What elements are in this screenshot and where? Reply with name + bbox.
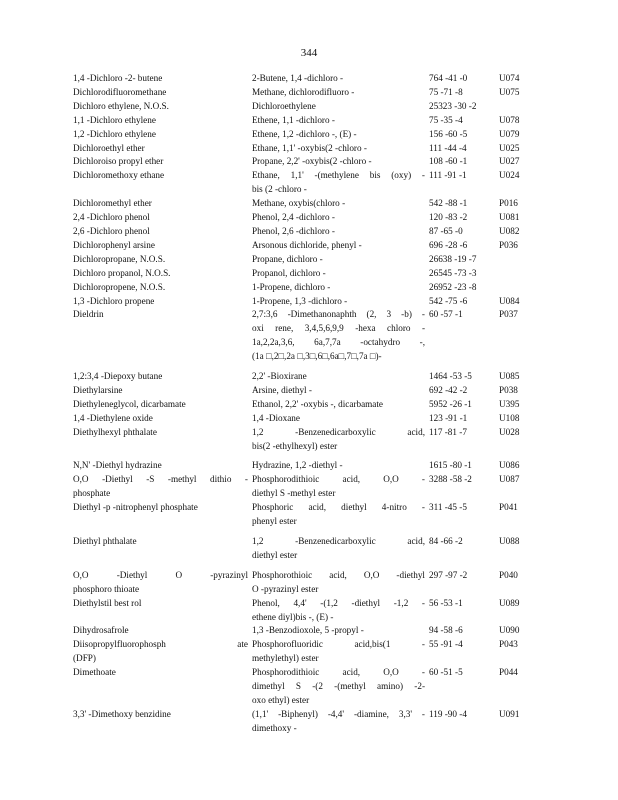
- table-row: [73, 459, 553, 473]
- chemical-synonym: [252, 239, 429, 253]
- chemical-name: [73, 114, 252, 128]
- chemical-name-line: Dieldrin: [73, 309, 104, 320]
- chemical-synonym: [252, 370, 429, 384]
- table-row: [73, 308, 553, 364]
- chemical-name: [73, 569, 252, 597]
- chemical-name-line: Dichloroiso propyl ether: [73, 156, 164, 167]
- chemical-synonym: [252, 100, 429, 114]
- chemical-synonym-line: oxi rene, 3,4,5,6,9,9 -hexa chloro -: [252, 323, 425, 334]
- waste-code: U087: [499, 474, 520, 485]
- chemical-synonym-line: 2,2' -Bioxirane: [252, 371, 307, 382]
- chemical-synonym: [252, 128, 429, 142]
- chemical-name-line: Dichloro ethylene, N.O.S.: [73, 100, 169, 111]
- cas-number: 120 -83 -2: [429, 212, 468, 223]
- chemical-synonym: [252, 426, 429, 454]
- waste-code: P041: [499, 502, 518, 513]
- waste-code: [499, 267, 539, 281]
- chemical-name: [73, 624, 252, 638]
- chemical-name: [73, 501, 252, 529]
- chemical-name-line: 3,3' -Dimethoxy benzidine: [73, 708, 171, 719]
- chemical-synonym: [252, 666, 429, 708]
- waste-code: U079: [499, 128, 520, 139]
- chemical-name-line: Diethylarsine: [73, 384, 123, 395]
- chemical-synonym-line: Phosphorothioic acid, O,O -diethyl: [252, 569, 425, 580]
- table-row: [73, 239, 553, 253]
- waste-code: U081: [499, 212, 520, 223]
- chemical-name: [73, 597, 252, 625]
- chemical-synonym-line: dimethyl S -(2 -(methyl amino) -2-: [252, 681, 425, 692]
- table-row: [73, 155, 553, 169]
- table-row: [73, 569, 553, 597]
- chemical-synonym-line: 1,4 -Dioxane: [252, 412, 300, 423]
- chemical-name: [73, 253, 252, 267]
- chemical-name-line: 2,4 -Dichloro phenol: [73, 212, 150, 223]
- chemical-name-line: 1,3 -Dichloro propene: [73, 295, 155, 306]
- chemical-synonym: [252, 308, 429, 364]
- cas-number: 311 -45 -5: [429, 502, 467, 513]
- waste-code: U074: [499, 73, 520, 83]
- chemical-synonym-line: bis (2 -chloro -: [252, 184, 307, 195]
- chemical-synonym-line: Phenol, 2,4 -dichloro -: [252, 212, 335, 223]
- waste-code: [499, 100, 539, 114]
- chemical-synonym-line: Phenol, 2,6 -dichloro -: [252, 225, 335, 236]
- chemical-synonym: [252, 624, 429, 638]
- chemical-synonym: [252, 473, 429, 501]
- chemical-name-line: Diethyl -p -nitrophenyl phosphate: [73, 502, 198, 513]
- chemical-name: [73, 708, 252, 736]
- chemical-name-line: Dichloropropene, N.O.S.: [73, 281, 166, 292]
- waste-code: U086: [499, 460, 520, 471]
- table-row: [73, 253, 553, 267]
- chemical-synonym: [252, 281, 429, 295]
- cas-number: 26545 -73 -3: [429, 267, 477, 278]
- waste-code: U028: [499, 426, 520, 437]
- cas-number: 111 -44 -4: [429, 142, 467, 153]
- chemical-synonym: [252, 86, 429, 100]
- chemical-name-line: 2,6 -Dichloro phenol: [73, 225, 150, 236]
- table-row: [73, 295, 553, 309]
- table-row: [73, 398, 553, 412]
- cas-number: 119 -90 -4: [429, 708, 467, 719]
- cas-number: 5952 -26 -1: [429, 398, 472, 409]
- page-number: 344: [300, 47, 318, 59]
- chemical-name-line: Dichloroethyl ether: [73, 142, 145, 153]
- chemical-synonym: [252, 72, 429, 86]
- waste-code: P036: [499, 239, 518, 250]
- chemical-name: [73, 473, 252, 501]
- chemical-synonym-line: (1,1' -Biphenyl) -4,4' -diamine, 3,3' -: [252, 708, 425, 719]
- cas-number: 26952 -23 -8: [429, 281, 477, 292]
- chemical-synonym-line: Phosphorofluoridic acid,bis(1 -: [252, 639, 425, 650]
- table-row: [73, 412, 553, 426]
- table-row: [73, 114, 553, 128]
- chemical-name: [73, 211, 252, 225]
- cas-number: 84 -66 -2: [429, 536, 463, 546]
- cas-number: 542 -75 -6: [429, 295, 468, 306]
- chemical-name-line: 1,4 -Diethylene oxide: [73, 412, 153, 423]
- chemical-synonym-line: Ethene, 1,1 -dichloro -: [252, 114, 335, 125]
- chemical-name-line: phosphate: [73, 488, 111, 499]
- cas-number: 111 -91 -1: [429, 170, 467, 181]
- chemical-synonym-line: Propane, 2,2' -oxybis(2 -chloro -: [252, 156, 372, 167]
- chemical-name-line: N,N' -Diethyl hydrazine: [73, 460, 162, 471]
- waste-code: U075: [499, 86, 520, 97]
- waste-code: U078: [499, 114, 520, 125]
- chemical-synonym: [252, 114, 429, 128]
- chemical-name-line: Dichlorodifluoromethane: [73, 86, 167, 97]
- chemical-synonym-line: phenyl ester: [252, 516, 297, 527]
- chemical-name: [73, 426, 252, 454]
- waste-code: U084: [499, 295, 520, 306]
- waste-code: P038: [499, 384, 518, 395]
- chemical-synonym-line: Phosphorodithioic acid, O,O -: [252, 667, 425, 678]
- chemical-synonym-line: bis(2 -ethylhexyl) ester: [252, 440, 338, 451]
- cas-number: 696 -28 -6: [429, 239, 468, 250]
- waste-code: U090: [499, 625, 520, 636]
- chemical-name: [73, 281, 252, 295]
- cas-number: 94 -58 -6: [429, 625, 463, 636]
- table-row: [73, 100, 553, 114]
- chemical-name-line: Dihydrosafrole: [73, 625, 129, 636]
- chemical-name: [73, 459, 252, 473]
- table-row: [73, 211, 553, 225]
- table-row: [73, 708, 553, 736]
- waste-code: U108: [499, 412, 520, 423]
- cas-number: 1464 -53 -5: [429, 371, 472, 382]
- chemical-name-line: 1,1 -Dichloro ethylene: [73, 114, 156, 125]
- chemical-name: [73, 100, 252, 114]
- cas-number: 123 -91 -1: [429, 412, 468, 423]
- waste-code: U024: [499, 170, 520, 181]
- chemical-name: [73, 225, 252, 239]
- cas-number: 56 -53 -1: [429, 597, 463, 608]
- chemical-name-line: Dimethoate: [73, 667, 116, 678]
- waste-code: P037: [499, 309, 518, 320]
- chemical-synonym-line: Methane, oxybis(chloro -: [252, 198, 346, 209]
- chemical-name-line: 1,2 -Dichloro ethylene: [73, 128, 156, 139]
- chemical-name-line: Diethylstil best rol: [73, 597, 142, 608]
- waste-code: P040: [499, 569, 518, 580]
- waste-code: U025: [499, 142, 520, 153]
- chemical-name: [73, 72, 252, 86]
- waste-code: P043: [499, 639, 518, 650]
- chemical-name: [73, 398, 252, 412]
- chemical-name-line: Dichloro propanol, N.O.S.: [73, 267, 171, 278]
- chemical-synonym-line: Ethane, 1,1' -(methylene bis (oxy) -: [252, 170, 425, 181]
- cas-number: 692 -42 -2: [429, 384, 468, 395]
- chemical-name-line: phosphoro thioate: [73, 583, 140, 594]
- cas-number: 75 -71 -8: [429, 86, 463, 97]
- cas-number: 1615 -80 -1: [429, 460, 472, 471]
- chemical-name-line: 1,4 -Dichloro -2- butene: [73, 73, 163, 83]
- cas-number: 26638 -19 -7: [429, 253, 477, 264]
- table-row: [73, 597, 553, 625]
- chemical-name-line: O,O -Diethyl O -pyrazinyl: [73, 569, 248, 580]
- table-row: [73, 281, 553, 295]
- chemical-synonym-line: Dichloroethylene: [252, 100, 316, 111]
- chemical-synonym: [252, 169, 429, 197]
- chemical-synonym-line: Propanol, dichloro -: [252, 267, 326, 278]
- waste-code: [499, 281, 539, 295]
- chemical-name: [73, 666, 252, 708]
- table-row: [73, 86, 553, 100]
- chemical-synonym-line: 1,2 -Benzenedicarboxylic acid,: [252, 426, 425, 437]
- cas-number: 297 -97 -2: [429, 569, 468, 580]
- waste-code: U091: [499, 708, 520, 719]
- table-row: [73, 72, 553, 86]
- chemical-synonym: [252, 501, 429, 529]
- chemical-synonym-line: 1a,2,2a,3,6, 6a,7,7a -octahydro -,: [252, 337, 425, 348]
- chemical-synonym-line: 1-Propene, 1,3 -dichloro -: [252, 295, 348, 306]
- chemical-name-line: Dichloropropane, N.O.S.: [73, 253, 166, 264]
- chemical-synonym: [252, 155, 429, 169]
- waste-code: U085: [499, 371, 520, 382]
- cas-number: 25323 -30 -2: [429, 100, 477, 111]
- table-row: [73, 142, 553, 156]
- chemical-synonym-line: dimethoxy -: [252, 722, 297, 733]
- chemical-name-line: Dichloromethyl ether: [73, 198, 152, 209]
- table-row: [73, 225, 553, 239]
- chemical-name: [73, 169, 252, 197]
- table-row: [73, 128, 553, 142]
- cas-number: 60 -57 -1: [429, 309, 463, 320]
- chemical-synonym-line: 1,2 -Benzenedicarboxylic acid,: [252, 536, 425, 546]
- chemical-table: [73, 72, 553, 742]
- chemical-synonym: [252, 142, 429, 156]
- waste-code: U089: [499, 597, 520, 608]
- waste-code: U395: [499, 398, 520, 409]
- waste-code: U082: [499, 225, 520, 236]
- cas-number: 108 -60 -1: [429, 156, 468, 167]
- chemical-synonym: [252, 225, 429, 239]
- chemical-synonym-line: diethyl S -methyl ester: [252, 488, 336, 499]
- chemical-synonym: [252, 384, 429, 398]
- table-row: [73, 169, 553, 197]
- chemical-name-line: Diisopropylfluorophosph ate: [73, 639, 248, 650]
- waste-code: P044: [499, 667, 518, 678]
- chemical-name: [73, 295, 252, 309]
- cas-number: 542 -88 -1: [429, 198, 468, 209]
- chemical-synonym-line: 2,7:3,6 -Dimethanonaphth (2, 3 -b) -: [252, 309, 425, 320]
- chemical-name: [73, 142, 252, 156]
- chemical-synonym: [252, 267, 429, 281]
- cas-number: 156 -60 -5: [429, 128, 468, 139]
- chemical-synonym-line: ethene diyl)bis -, (E) -: [252, 611, 334, 622]
- chemical-synonym-line: Methane, dichlorodifluoro -: [252, 86, 355, 97]
- chemical-name: [73, 197, 252, 211]
- chemical-synonym: [252, 253, 429, 267]
- chemical-name-line: Diethylhexyl phthalate: [73, 426, 157, 437]
- chemical-name-line: Diethyl phthalate: [73, 536, 137, 546]
- chemical-name: [73, 535, 252, 563]
- cas-number: 3288 -58 -2: [429, 474, 472, 485]
- table-row: [73, 267, 553, 281]
- cas-number: 55 -91 -4: [429, 639, 463, 650]
- chemical-synonym-line: 1-Propene, dichloro -: [252, 281, 331, 292]
- table-row: [73, 501, 553, 529]
- cas-number: 75 -35 -4: [429, 114, 463, 125]
- chemical-synonym: [252, 197, 429, 211]
- chemical-synonym-line: Ethane, 1,1' -oxybis(2 -chloro -: [252, 142, 367, 153]
- chemical-synonym: [252, 459, 429, 473]
- chemical-name-line: (DFP): [73, 653, 96, 664]
- waste-code: [499, 253, 539, 267]
- chemical-synonym-line: Ethene, 1,2 -dichloro -, (E) -: [252, 128, 357, 139]
- chemical-name: [73, 308, 252, 364]
- cas-number: 764 -41 -0: [429, 73, 468, 83]
- chemical-synonym-line: Phenol, 4,4' -(1,2 -diethyl -1,2 -: [252, 597, 425, 608]
- chemical-name: [73, 412, 252, 426]
- waste-code: U088: [499, 536, 520, 546]
- table-row: [73, 384, 553, 398]
- chemical-synonym: [252, 708, 429, 736]
- chemical-synonym-line: Ethanol, 2,2' -oxybis -, dicarbamate: [252, 398, 384, 409]
- chemical-name: [73, 128, 252, 142]
- chemical-synonym: [252, 398, 429, 412]
- chemical-name: [73, 638, 252, 666]
- chemical-synonym-line: Arsine, diethyl -: [252, 384, 312, 395]
- chemical-name-line: 1,2:3,4 -Diepoxy butane: [73, 371, 163, 382]
- chemical-name: [73, 86, 252, 100]
- chemical-synonym-line: methylethyl) ester: [252, 653, 319, 664]
- chemical-synonym: [252, 535, 429, 563]
- chemical-synonym-line: 1,3 -Benzodioxole, 5 -propyl -: [252, 625, 364, 636]
- chemical-synonym: [252, 211, 429, 225]
- chemical-name: [73, 239, 252, 253]
- chemical-name: [73, 155, 252, 169]
- cas-number: 87 -65 -0: [429, 225, 463, 236]
- cas-number: 117 -81 -7: [429, 426, 467, 437]
- chemical-synonym: [252, 597, 429, 625]
- chemical-name-line: O,O -Diethyl -S -methyl dithio -: [73, 474, 248, 485]
- table-row: [73, 197, 553, 211]
- table-row: [73, 624, 553, 638]
- table-row: [73, 535, 553, 563]
- table-row: [73, 426, 553, 454]
- waste-code: U027: [499, 156, 520, 167]
- table-row: [73, 473, 553, 501]
- chemical-synonym: [252, 412, 429, 426]
- table-row: [73, 638, 553, 666]
- chemical-synonym-line: Hydrazine, 1,2 -diethyl -: [252, 460, 343, 471]
- chemical-synonym: [252, 295, 429, 309]
- waste-code: P016: [499, 198, 518, 209]
- chemical-name: [73, 370, 252, 384]
- chemical-synonym-line: 2-Butene, 1,4 -dichloro -: [252, 73, 344, 83]
- chemical-name-line: Dichlorophenyl arsine: [73, 239, 155, 250]
- chemical-synonym: [252, 569, 429, 597]
- chemical-synonym-line: Propane, dichloro -: [252, 253, 323, 264]
- chemical-name-line: Diethyleneglycol, dicarbamate: [73, 398, 186, 409]
- chemical-synonym-line: Phosphorodithioic acid, O,O -: [252, 474, 425, 485]
- chemical-synonym-line: Arsonous dichloride, phenyl -: [252, 239, 362, 250]
- chemical-synonym-line: diethyl ester: [252, 549, 298, 560]
- table-row: [73, 666, 553, 708]
- chemical-name: [73, 384, 252, 398]
- chemical-synonym-line: Phosphoric acid, diethyl 4-nitro -: [252, 502, 425, 513]
- table-row: [73, 370, 553, 384]
- chemical-synonym-line: O -pyrazinyl ester: [252, 583, 319, 594]
- chemical-synonym-line: oxo ethyl) ester: [252, 694, 310, 705]
- cas-number: 60 -51 -5: [429, 667, 463, 678]
- chemical-synonym: [252, 638, 429, 666]
- chemical-synonym-line: (1a □,2□,2a □,3□,6□,6a□,7□,7a □)-: [252, 351, 382, 362]
- chemical-name: [73, 267, 252, 281]
- chemical-name-line: Dichloromethoxy ethane: [73, 170, 165, 181]
